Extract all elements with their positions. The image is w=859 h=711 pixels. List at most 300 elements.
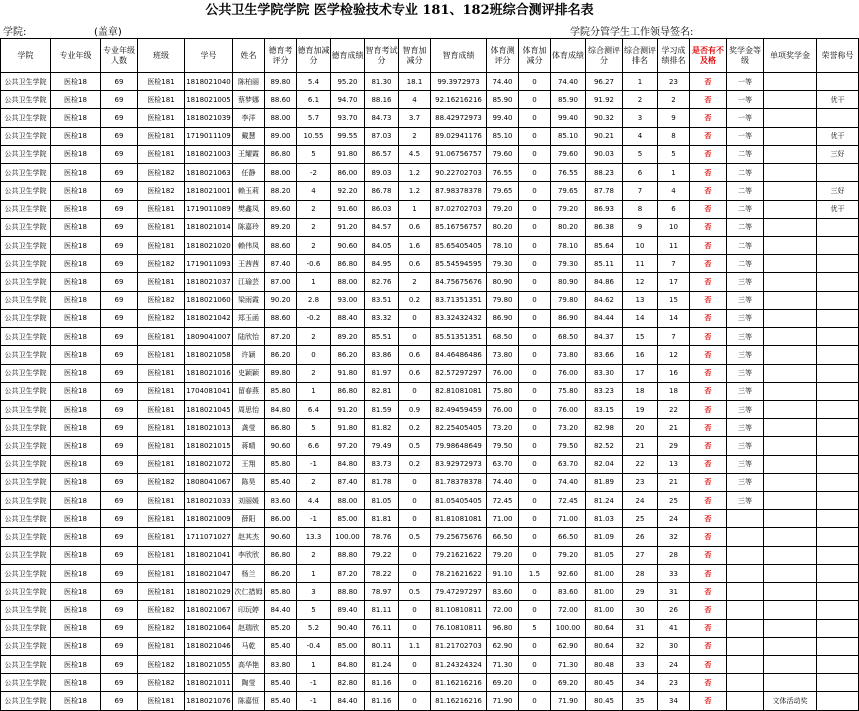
table-cell: 69 (101, 145, 138, 163)
table-cell: 二等 (727, 145, 764, 163)
table-cell: 三等 (727, 328, 764, 346)
table-cell: 1 (399, 200, 431, 218)
table-cell: 83.30 (586, 364, 623, 382)
table-cell: 74.40 (551, 73, 586, 91)
table-cell: 2.8 (297, 291, 331, 309)
table-cell: 刘丽媛 (233, 492, 265, 510)
table-cell: 0 (399, 674, 431, 692)
table-cell: 82.49459459 (431, 400, 487, 418)
table-cell: 18.1 (399, 73, 431, 91)
table-cell: 1719011109 (185, 127, 233, 145)
table-cell: 否 (690, 601, 727, 619)
table-row (1, 109, 859, 127)
table-cell: 79.20 (551, 200, 586, 218)
table-cell: 88.80 (331, 546, 365, 564)
table-cell: 69 (101, 674, 138, 692)
table-cell: 1818021064 (185, 619, 233, 637)
table-cell: 0.5 (399, 528, 431, 546)
table-cell: 否 (690, 364, 727, 382)
table-cell: 1818021020 (185, 236, 233, 254)
table-cell: 公共卫生学院 (1, 455, 51, 473)
table-cell (817, 255, 859, 273)
table-cell: 0 (519, 273, 551, 291)
table-cell: 91.60 (331, 200, 365, 218)
table-cell: 32 (658, 528, 690, 546)
table-cell: 86.90 (551, 309, 586, 327)
table-cell: 18 (623, 382, 658, 400)
table-cell: 医检181 (138, 455, 185, 473)
table-cell: 91.80 (331, 419, 365, 437)
table-cell: 医检18 (51, 145, 101, 163)
table-cell: 三等 (727, 400, 764, 418)
table-cell: 二等 (727, 218, 764, 236)
table-cell: 83.71351351 (431, 291, 487, 309)
table-cell (764, 291, 817, 309)
table-cell: 89.80 (265, 73, 297, 91)
table-cell: 公共卫生学院 (1, 364, 51, 382)
table-cell: 89.02941176 (431, 127, 487, 145)
table-cell: 二等 (727, 164, 764, 182)
table-cell: 85.40 (265, 692, 297, 710)
header-row (1, 39, 859, 73)
table-cell: 二等 (727, 200, 764, 218)
table-cell: 82.04 (586, 455, 623, 473)
table-cell: 6.6 (297, 437, 331, 455)
table-cell: 1.2 (399, 164, 431, 182)
table-cell: 任静 (233, 164, 265, 182)
table-cell: 公共卫生学院 (1, 528, 51, 546)
table-cell: 80.64 (586, 637, 623, 655)
table-row (1, 164, 859, 182)
table-row (1, 601, 859, 619)
table-cell: 0 (519, 255, 551, 273)
table-cell: 医检182 (138, 674, 185, 692)
table-cell: 81.16 (365, 692, 399, 710)
table-cell: 69 (101, 309, 138, 327)
table-cell: 三等 (727, 492, 764, 510)
table-cell: 79.60 (487, 145, 519, 163)
table-cell: 69 (101, 437, 138, 455)
table-cell: 99.40 (551, 109, 586, 127)
table-row (1, 419, 859, 437)
table-cell (764, 546, 817, 564)
table-cell: 85.40 (265, 637, 297, 655)
table-cell: 1.2 (399, 182, 431, 200)
table-cell: 0.5 (399, 437, 431, 455)
table-cell: 赖玉莉 (233, 182, 265, 200)
table-cell: 79.98648649 (431, 437, 487, 455)
table-cell: 79.65 (487, 182, 519, 200)
table-cell (817, 601, 859, 619)
table-cell: 0 (519, 510, 551, 528)
table-row (1, 218, 859, 236)
table-cell: 88.80 (331, 583, 365, 601)
table-cell: 公共卫生学院 (1, 674, 51, 692)
table-cell: 87.02702703 (431, 200, 487, 218)
table-cell: 26 (658, 601, 690, 619)
table-cell: 69 (101, 419, 138, 437)
table-cell (764, 510, 817, 528)
table-cell: 医检18 (51, 291, 101, 309)
table-cell (817, 291, 859, 309)
table-cell: 72.45 (487, 492, 519, 510)
table-cell: 91.06756757 (431, 145, 487, 163)
table-header (1, 39, 859, 73)
table-cell: 1818021005 (185, 91, 233, 109)
table-cell: 85.51351351 (431, 328, 487, 346)
table-cell (764, 91, 817, 109)
table-cell: 15 (623, 328, 658, 346)
table-cell: 2 (399, 273, 431, 291)
table-cell: 0 (519, 164, 551, 182)
table-row (1, 564, 859, 582)
table-cell: 76.55 (487, 164, 519, 182)
table-cell: 否 (690, 674, 727, 692)
table-cell: 1818021072 (185, 455, 233, 473)
table-cell: 0 (519, 419, 551, 437)
table-cell: 1719011093 (185, 255, 233, 273)
table-cell: 3 (623, 109, 658, 127)
table-cell: 76.55 (551, 164, 586, 182)
table-cell (817, 400, 859, 418)
table-cell: 1818021001 (185, 182, 233, 200)
table-cell: 81.05405405 (431, 492, 487, 510)
table-cell: 66.50 (551, 528, 586, 546)
table-cell: 1719011089 (185, 200, 233, 218)
table-cell: 84.57 (365, 218, 399, 236)
table-cell: 公共卫生学院 (1, 510, 51, 528)
table-cell: 公共卫生学院 (1, 109, 51, 127)
table-cell: 1 (297, 564, 331, 582)
college-label: 学院: (3, 27, 27, 38)
table-cell: 69 (101, 455, 138, 473)
table-cell: 0.6 (399, 364, 431, 382)
table-cell: 赵其杰 (233, 528, 265, 546)
table-cell: 4 (297, 182, 331, 200)
table-row (1, 692, 859, 710)
table-cell: 三等 (727, 309, 764, 327)
table-cell: 69 (101, 127, 138, 145)
table-cell: 12 (658, 346, 690, 364)
table-cell (764, 182, 817, 200)
table-cell: 医检18 (51, 309, 101, 327)
table-cell: 0 (519, 91, 551, 109)
table-cell: 5 (297, 145, 331, 163)
table-cell: 否 (690, 510, 727, 528)
column-header: 单项奖学金 (764, 39, 817, 73)
table-cell: 医检181 (138, 145, 185, 163)
table-cell: 公共卫生学院 (1, 145, 51, 163)
column-header: 体育成绩 (551, 39, 586, 73)
table-row (1, 637, 859, 655)
table-cell: 公共卫生学院 (1, 236, 51, 254)
column-header: 姓名 (233, 39, 265, 73)
table-cell: 医检18 (51, 437, 101, 455)
table-cell: 陈柏丽 (233, 73, 265, 91)
table-cell: 否 (690, 291, 727, 309)
table-cell: 8 (658, 127, 690, 145)
table-cell (764, 145, 817, 163)
table-cell: 88.42972973 (431, 109, 487, 127)
table-cell: 85.10 (551, 127, 586, 145)
table-cell: 印玩婷 (233, 601, 265, 619)
table-cell: 三等 (727, 291, 764, 309)
table-cell: 1818021009 (185, 510, 233, 528)
table-cell: 1818021016 (185, 364, 233, 382)
table-cell: 62.90 (487, 637, 519, 655)
table-cell: 公共卫生学院 (1, 637, 51, 655)
table-cell: 否 (690, 637, 727, 655)
table-cell: 73.80 (551, 346, 586, 364)
table-cell: 89.00 (265, 127, 297, 145)
table-row (1, 400, 859, 418)
table-cell: 0 (519, 218, 551, 236)
table-cell: 83.23 (586, 382, 623, 400)
table-cell: 84.40 (265, 601, 297, 619)
table-cell: 0 (399, 492, 431, 510)
table-cell: 杨兰 (233, 564, 265, 582)
table-cell: 梁雨霞 (233, 291, 265, 309)
table-cell: 樊鑫凤 (233, 200, 265, 218)
table-cell: -1 (297, 692, 331, 710)
table-cell: 14 (658, 309, 690, 327)
table-cell: 81.21702703 (431, 637, 487, 655)
table-cell: 0 (519, 182, 551, 200)
table-cell: 85.00 (331, 637, 365, 655)
table-cell: 医检182 (138, 309, 185, 327)
table-cell: 0 (519, 637, 551, 655)
table-cell: 93.70 (331, 109, 365, 127)
table-cell: 1818021033 (185, 492, 233, 510)
table-cell: 医检181 (138, 637, 185, 655)
table-cell: 90.32 (586, 109, 623, 127)
table-cell: 1818021042 (185, 309, 233, 327)
table-cell: 0 (519, 656, 551, 674)
table-cell: 91.80 (331, 145, 365, 163)
table-cell: 29 (658, 437, 690, 455)
table-cell: 医检181 (138, 91, 185, 109)
table-cell (817, 73, 859, 91)
table-cell: 0 (519, 382, 551, 400)
table-cell: 公共卫生学院 (1, 382, 51, 400)
table-cell (764, 273, 817, 291)
table-cell: 医检181 (138, 583, 185, 601)
table-cell: 1.5 (519, 564, 551, 582)
table-cell: 69 (101, 601, 138, 619)
table-cell: 76.00 (487, 400, 519, 418)
table-cell: 公共卫生学院 (1, 419, 51, 437)
table-cell: 1818021058 (185, 346, 233, 364)
table-cell: 74.40 (487, 73, 519, 91)
table-cell: 次仁措姆 (233, 583, 265, 601)
table-cell (817, 364, 859, 382)
table-cell: 0 (519, 528, 551, 546)
table-cell: 11 (658, 236, 690, 254)
table-row (1, 309, 859, 327)
table-cell: 86.20 (331, 346, 365, 364)
table-cell: 1809041007 (185, 328, 233, 346)
table-cell (727, 510, 764, 528)
table-row (1, 145, 859, 163)
table-cell: 0.9 (399, 400, 431, 418)
table-cell: 88.16 (365, 91, 399, 109)
table-cell (817, 637, 859, 655)
table-cell: 86.20 (265, 346, 297, 364)
table-cell: 医检18 (51, 91, 101, 109)
table-cell: 85.80 (265, 382, 297, 400)
table-cell: 史颖颖 (233, 364, 265, 382)
table-cell: 89.20 (331, 328, 365, 346)
table-cell: 0 (519, 200, 551, 218)
table-cell: -0.6 (297, 255, 331, 273)
table-row (1, 328, 859, 346)
table-cell: 0 (519, 127, 551, 145)
table-cell: 公共卫生学院 (1, 546, 51, 564)
table-cell: 6.4 (297, 400, 331, 418)
table-cell: 否 (690, 73, 727, 91)
table-cell: 75.80 (551, 382, 586, 400)
table-row (1, 255, 859, 273)
column-header: 专业年级人数 (101, 39, 138, 73)
table-cell: 85.51 (365, 328, 399, 346)
table-cell: 16 (658, 364, 690, 382)
table-cell: 1.1 (399, 637, 431, 655)
table-cell: 公共卫生学院 (1, 692, 51, 710)
table-cell: 医检181 (138, 510, 185, 528)
table-cell (764, 583, 817, 601)
table-cell: 69 (101, 236, 138, 254)
table-cell: 三等 (727, 455, 764, 473)
table-cell (817, 674, 859, 692)
table-cell: 41 (658, 619, 690, 637)
table-cell: 78.10 (551, 236, 586, 254)
column-header: 班级 (138, 39, 185, 73)
table-cell: 71.00 (487, 510, 519, 528)
table-cell: 2 (623, 91, 658, 109)
table-cell: -0.2 (297, 309, 331, 327)
column-header: 奖学金等级 (727, 39, 764, 73)
column-header: 智育加减分 (399, 39, 431, 73)
table-cell: 医检18 (51, 637, 101, 655)
table-cell: 医检181 (138, 73, 185, 91)
table-row (1, 528, 859, 546)
table-cell: 1818021041 (185, 546, 233, 564)
table-cell: 91.80 (331, 364, 365, 382)
table-cell: 否 (690, 328, 727, 346)
table-cell: 31 (658, 583, 690, 601)
table-cell: 86.80 (265, 419, 297, 437)
table-cell: 69 (101, 109, 138, 127)
table-cell: 78.10 (487, 236, 519, 254)
table-row (1, 127, 859, 145)
table-cell: 公共卫生学院 (1, 619, 51, 637)
table-cell: 0 (399, 601, 431, 619)
table-cell: 5 (658, 145, 690, 163)
table-row (1, 619, 859, 637)
table-cell: 7 (658, 255, 690, 273)
table-cell: 1818021047 (185, 564, 233, 582)
table-cell: 6 (658, 200, 690, 218)
table-cell: 87.40 (265, 255, 297, 273)
table-cell: 医检181 (138, 692, 185, 710)
table-cell: 0 (399, 473, 431, 491)
table-cell (817, 419, 859, 437)
table-cell: 公共卫生学院 (1, 91, 51, 109)
table-cell: 89.03 (365, 164, 399, 182)
column-header: 德育成绩 (331, 39, 365, 73)
table-cell: 76.11 (365, 619, 399, 637)
table-cell: 否 (690, 91, 727, 109)
table-cell: 73.80 (487, 346, 519, 364)
table-row (1, 473, 859, 491)
table-cell: 69 (101, 346, 138, 364)
table-cell: 否 (690, 109, 727, 127)
table-cell: 蒋晴 (233, 437, 265, 455)
table-cell: 87.00 (265, 273, 297, 291)
table-cell (764, 400, 817, 418)
table-cell: 10 (658, 218, 690, 236)
table-cell: 81.16216216 (431, 692, 487, 710)
table-cell: 66.50 (487, 528, 519, 546)
table-cell: 83.32432432 (431, 309, 487, 327)
table-cell: 87.98378378 (431, 182, 487, 200)
table-cell: 0 (519, 473, 551, 491)
table-cell: 81.05 (365, 492, 399, 510)
table-cell: 医检18 (51, 564, 101, 582)
table-cell: 医检182 (138, 473, 185, 491)
table-cell: 公共卫生学院 (1, 328, 51, 346)
table-cell: 陈嘉玲 (233, 218, 265, 236)
table-cell: 医检18 (51, 455, 101, 473)
table-cell: 81.78378378 (431, 473, 487, 491)
table-cell (764, 218, 817, 236)
table-cell: 医检18 (51, 583, 101, 601)
table-cell: 5 (519, 619, 551, 637)
table-cell: 81.16 (365, 674, 399, 692)
table-cell: 2 (297, 328, 331, 346)
table-cell: 91.92 (586, 91, 623, 109)
table-cell: 86.80 (265, 145, 297, 163)
table-cell: -0.4 (297, 637, 331, 655)
table-cell: 81.78 (365, 473, 399, 491)
table-cell: 19 (623, 400, 658, 418)
table-cell: 71.90 (551, 692, 586, 710)
table-cell: 86.00 (331, 164, 365, 182)
table-cell: 23 (623, 473, 658, 491)
table-cell: 86.80 (331, 382, 365, 400)
table-cell: 86.20 (265, 564, 297, 582)
table-cell: 29 (623, 583, 658, 601)
table-cell: 79.80 (551, 291, 586, 309)
table-cell: 0 (399, 382, 431, 400)
table-cell (817, 564, 859, 582)
table-cell: 公共卫生学院 (1, 291, 51, 309)
table-cell: 68.50 (551, 328, 586, 346)
table-cell: 医检181 (138, 109, 185, 127)
table-cell: 91.10 (487, 564, 519, 582)
table-cell: 90.03 (586, 145, 623, 163)
table-cell: 否 (690, 564, 727, 582)
table-cell: 90.60 (265, 528, 297, 546)
table-cell: 1818021037 (185, 273, 233, 291)
table-cell: 80.90 (487, 273, 519, 291)
table-cell: 80.48 (586, 656, 623, 674)
table-cell: 医检181 (138, 273, 185, 291)
table-cell: 7 (658, 328, 690, 346)
table-row (1, 91, 859, 109)
table-cell: 81.00 (586, 601, 623, 619)
table-cell: 24 (623, 492, 658, 510)
